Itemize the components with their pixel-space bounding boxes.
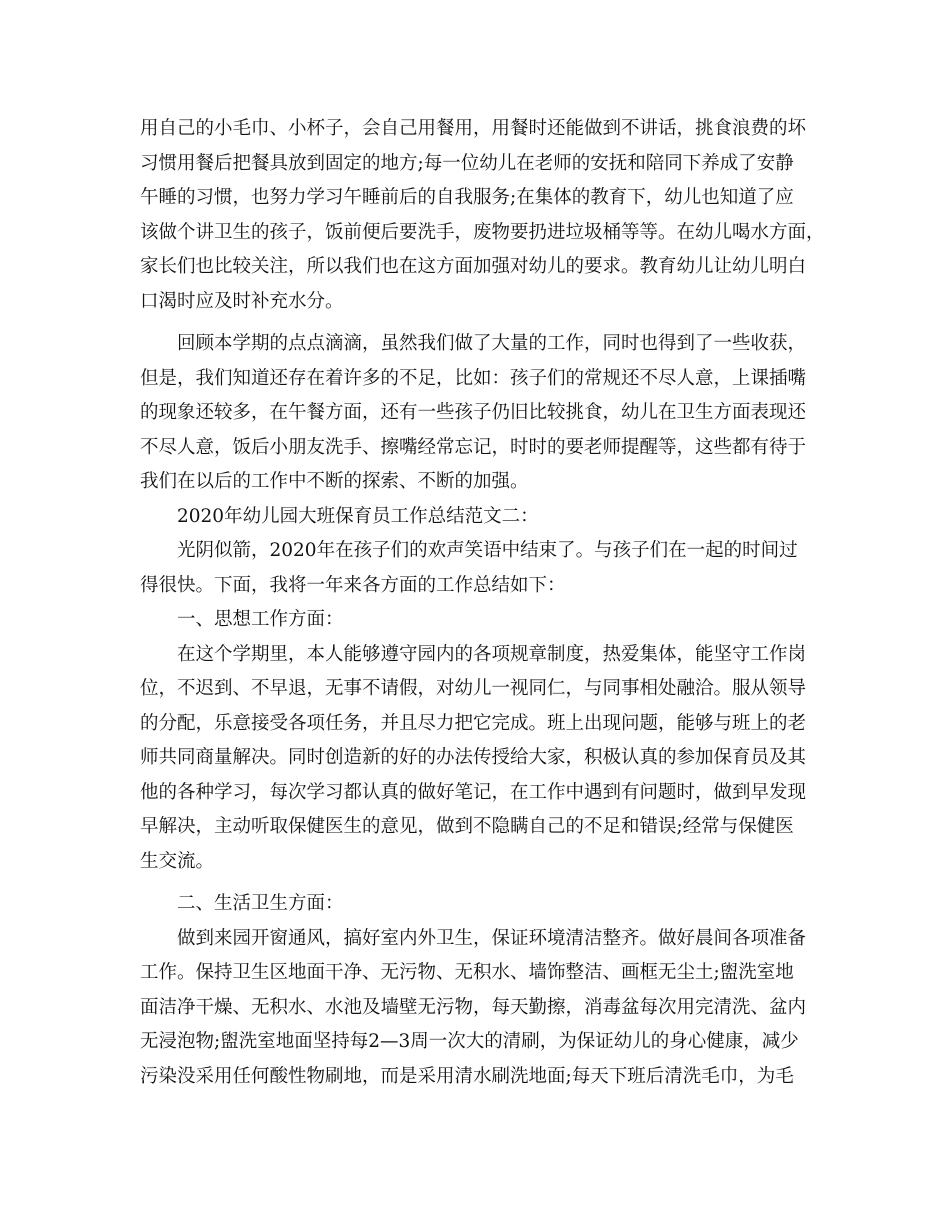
text-line: 习惯用餐后把餐具放到固定的地方;每一位幼儿在老师的安抚和陪同下养成了安静 [140, 152, 794, 174]
text-line: 他的各种学习，每次学习都认真的做好笔记，在工作中遇到有问题时，做到早发现 [140, 781, 807, 803]
text-line: 午睡的习惯，也努力学习午睡前后的自我服务;在集体的教育下，幼儿也知道了应 [140, 187, 794, 208]
text-line: 工作。保持卫生区地面干净、无污物、无积水、墙饰整洁、画框无尘土;盥洗室地 [140, 962, 794, 983]
text-line: 生交流。 [140, 850, 215, 872]
text-line: 的现象还较多，在午餐方面，还有一些孩子仍旧比较挑食，幼儿在卫生方面表现还 [140, 402, 807, 423]
text-line: 2020年幼儿园大班保育员工作总结范文二： [177, 505, 539, 527]
text-line: 污染没采用任何酸性物刷地，而是采用清水刷洗地面;每天下班后清洗毛巾，为毛 [140, 1065, 794, 1087]
text-line: 早解决，主动听取保健医生的意见，做到不隐瞒自己的不足和错误;经常与保健医 [140, 816, 794, 837]
document-body [140, 112, 830, 1094]
text-line: 无浸泡物;盥洗室地面坚持每2—3周一次大的清刷，为保证幼儿的身心健康，减少 [140, 1031, 799, 1052]
text-line: 该做个讲卫生的孩子，饭前便后要洗手，废物要扔进垃圾桶等等。在幼儿喝水方面， [140, 221, 825, 243]
text-line: 家长们也比较关注，所以我们也在这方面加强对幼儿的要求。教育幼儿让幼儿明白 [140, 256, 807, 277]
text-line: 得很快。下面，我将一年来各方面的工作总结如下： [140, 574, 566, 596]
text-line: 不尽人意，饭后小朋友洗手、擦嘴经常忘记，时时的要老师提醒等，这些都有待于 [140, 436, 807, 458]
text-line: 一、思想工作方面： [177, 609, 344, 630]
text-line: 在这个学期里，本人能够遵守园内的各项规章制度，热爱集体，能坚守工作岗 [177, 643, 807, 665]
text-line: 面洁净干燥、无积水、水池及墙壁无污物，每天勤擦，消毒盆每次用完清洗、盆内 [140, 996, 807, 1018]
text-line: 我们在以后的工作中不断的探索、不断的加强。 [140, 471, 529, 492]
text-line: 用自己的小毛巾、小杯子，会自己用餐用，用餐时还能做到不讲话，挑食浪费的坏 [140, 118, 807, 139]
text-line: 光阴似箭，2020年在孩子们的欢声笑语中结束了。与孩子们在一起的时间过 [177, 540, 798, 561]
text-line: 做到来园开窗通风，搞好室内外卫生，保证环境清洁整齐。做好晨间各项准备 [177, 927, 807, 949]
text-line: 位，不迟到、不早退，无事不请假，对幼儿一视同仁，与同事相处融洽。服从领导 [140, 678, 807, 699]
text-line: 二、生活卫生方面： [177, 893, 344, 914]
text-line: 的分配，乐意接受各项任务，并且尽力把它完成。班上出现问题，能够与班上的老 [140, 712, 807, 734]
text-line: 师共同商量解决。同时创造新的好的办法传授给大家，积极认真的参加保育员及其 [140, 747, 807, 768]
text-line: 回顾本学期的点点滴滴，虽然我们做了大量的工作，同时也得到了一些收获， [177, 333, 807, 354]
text-line: 口渴时应及时补充水分。 [140, 290, 344, 312]
text-line: 但是，我们知道还存在着许多的不足，比如：孩子们的常规还不尽人意，上课插嘴 [140, 367, 807, 389]
